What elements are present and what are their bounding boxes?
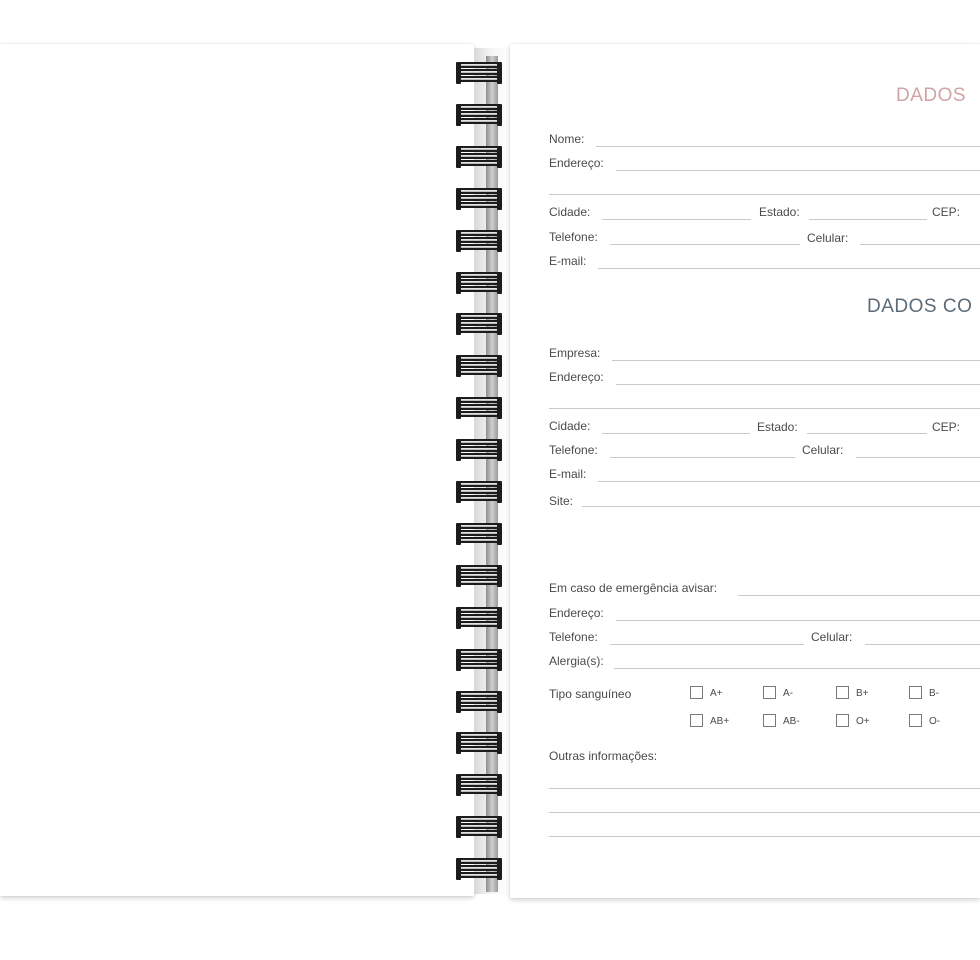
- spiral-ring: [456, 439, 502, 461]
- spiral-ring: [456, 858, 502, 880]
- spiral-ring: [456, 691, 502, 713]
- nome-label: Nome:: [549, 132, 585, 146]
- celular-emergencia-label: Celular:: [811, 630, 853, 644]
- celular-line[interactable]: [860, 244, 980, 245]
- cep-comercial-label: CEP:: [932, 420, 961, 434]
- endereco-emergencia-line[interactable]: [616, 620, 980, 621]
- checkbox-o-neg[interactable]: [909, 714, 922, 727]
- checkbox-b-neg[interactable]: [909, 686, 922, 699]
- outras-line-3[interactable]: [549, 836, 980, 837]
- spiral-ring: [456, 355, 502, 377]
- checkbox-o-pos[interactable]: [836, 714, 849, 727]
- right-page: [510, 44, 980, 898]
- email-comercial-line[interactable]: [598, 481, 980, 482]
- outras-informacoes-label: Outras informações:: [549, 749, 658, 763]
- cidade-comercial-label: Cidade:: [549, 419, 591, 433]
- cidade-line[interactable]: [602, 219, 751, 220]
- blood-type-b-pos: B+: [856, 688, 869, 699]
- endereco-line-2[interactable]: [549, 194, 980, 195]
- endereco-comercial-line[interactable]: [616, 384, 980, 385]
- checkbox-a-pos[interactable]: [690, 686, 703, 699]
- estado-comercial-line[interactable]: [807, 433, 927, 434]
- spiral-ring: [456, 607, 502, 629]
- blood-type-b-neg: B-: [929, 688, 939, 699]
- nome-line[interactable]: [596, 146, 980, 147]
- spiral-ring: [456, 230, 502, 252]
- telefone-comercial-label: Telefone:: [549, 443, 598, 457]
- site-line[interactable]: [582, 506, 980, 507]
- alergias-label: Alergia(s):: [549, 654, 604, 668]
- outras-line-2[interactable]: [549, 812, 980, 813]
- endereco-emergencia-label: Endereço:: [549, 606, 604, 620]
- estado-label: Estado:: [759, 205, 800, 219]
- telefone-emergencia-line[interactable]: [610, 644, 804, 645]
- blood-type-a-neg: A-: [783, 688, 793, 699]
- telefone-emergencia-label: Telefone:: [549, 630, 598, 644]
- checkbox-ab-neg[interactable]: [763, 714, 776, 727]
- checkbox-ab-pos[interactable]: [690, 714, 703, 727]
- spiral-ring: [456, 397, 502, 419]
- blood-type-o-pos: O+: [856, 716, 870, 727]
- emergencia-label: Em caso de emergência avisar:: [549, 581, 718, 595]
- spiral-ring: [456, 313, 502, 335]
- left-page: [0, 44, 474, 896]
- email-comercial-label: E-mail:: [549, 467, 587, 481]
- alergias-line[interactable]: [614, 668, 980, 669]
- email-line[interactable]: [598, 268, 980, 269]
- telefone-line[interactable]: [610, 244, 800, 245]
- cidade-label: Cidade:: [549, 205, 591, 219]
- telefone-comercial-line[interactable]: [610, 457, 795, 458]
- celular-emergencia-line[interactable]: [865, 644, 980, 645]
- endereco-line[interactable]: [616, 170, 980, 171]
- spiral-ring: [456, 816, 502, 838]
- outras-line-1[interactable]: [549, 788, 980, 789]
- celular-comercial-line[interactable]: [856, 457, 980, 458]
- endereco-comercial-line-2[interactable]: [549, 408, 980, 409]
- spiral-ring: [456, 481, 502, 503]
- blood-type-o-neg: O-: [929, 716, 941, 727]
- spiral-ring: [456, 104, 502, 126]
- spiral-ring: [456, 62, 502, 84]
- celular-comercial-label: Celular:: [802, 443, 844, 457]
- spiral-ring: [456, 565, 502, 587]
- estado-line[interactable]: [809, 219, 927, 220]
- spiral-ring: [456, 146, 502, 168]
- empresa-label: Empresa:: [549, 346, 601, 360]
- spiral-ring: [456, 523, 502, 545]
- cep-label: CEP:: [932, 205, 961, 219]
- tipo-sanguineo-label: Tipo sanguíneo: [549, 687, 632, 701]
- empresa-line[interactable]: [612, 360, 980, 361]
- personal-data-heading: DADOS: [896, 85, 967, 106]
- blood-type-ab-neg: AB-: [783, 716, 800, 727]
- checkbox-b-pos[interactable]: [836, 686, 849, 699]
- cidade-comercial-line[interactable]: [602, 433, 750, 434]
- endereco-label: Endereço:: [549, 156, 604, 170]
- blood-type-a-pos: A+: [710, 688, 723, 699]
- spiral-ring: [456, 774, 502, 796]
- spiral-ring: [456, 732, 502, 754]
- endereco-comercial-label: Endereço:: [549, 370, 604, 384]
- blood-type-ab-pos: AB+: [710, 716, 730, 727]
- estado-comercial-label: Estado:: [757, 420, 798, 434]
- emergencia-line[interactable]: [738, 595, 980, 596]
- spiral-ring: [456, 649, 502, 671]
- spiral-spine: [486, 56, 498, 892]
- site-label: Site:: [549, 494, 574, 508]
- checkbox-a-neg[interactable]: [763, 686, 776, 699]
- spiral-ring: [456, 272, 502, 294]
- business-data-heading: DADOS CO: [867, 296, 973, 317]
- celular-label: Celular:: [807, 231, 849, 245]
- spiral-ring: [456, 188, 502, 210]
- telefone-label: Telefone:: [549, 230, 598, 244]
- email-label: E-mail:: [549, 254, 587, 268]
